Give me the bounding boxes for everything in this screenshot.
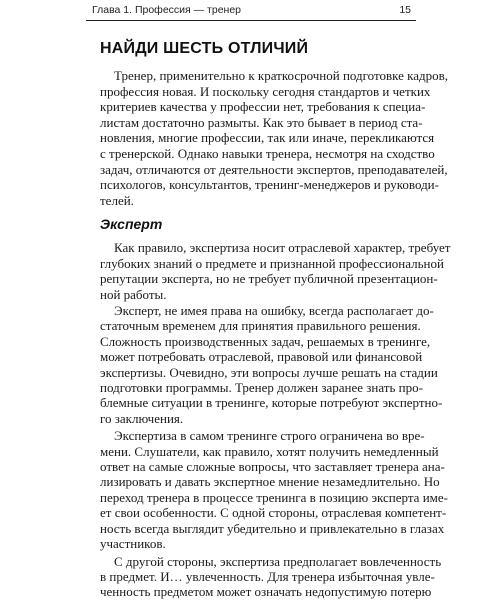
section-title: НАЙДИ ШЕСТЬ ОТЛИЧИЙ [100,40,309,57]
text-line: Эксперт, не имея права на ошибку, всегда располагает до- [114,303,434,318]
paragraph-expertise [100,240,451,302]
text-line: ной работы. [100,286,167,302]
text-line: подготовки программы. Тренер должен заранее знать про- [100,380,423,396]
subsection-title: Эксперт [100,216,163,232]
text-line: экспертизы. Очевидно, эти вопросы лучше решать на стадии [100,364,438,380]
text-line: телей. [100,192,134,208]
text-line: задач, отличаются от деятельности экспертов, преподавателей, [100,161,448,177]
text-line: статочным временем для принятия правильного решения. [100,318,421,334]
text-line: с тренерской. Однако навыки тренера, несмотря на сходство [100,145,435,161]
text-line: Экспертиза в самом тренинге строго ограничена во вре- [114,428,425,444]
text-line: мени. Слушатели, как правило, хотят получить немедленный [100,443,439,459]
text-line: ченность предметом может означать недопустимую потерю [100,584,432,600]
text-line: психологов, консультантов, тренинг-менеджеров и руководи- [100,177,439,193]
text-line: репутации эксперта, но не требует публичной презентацион- [100,271,438,287]
text-line: может потребовать отраслевой, правовой или финансовой [100,349,423,365]
paragraph-training-time [100,428,448,552]
intro-paragraph [100,68,449,208]
text-line: С другой стороны, экспертиза предполагает вовлеченность [114,553,442,569]
paragraph-involvement [100,553,442,600]
text-line: критериев качества у профессии нет, требования к специа- [100,99,426,115]
text-line: переход тренера в процессе тренинга в позицию эксперта име- [100,489,448,505]
text-line: ответ на самые сложные вопросы, что заставляет тренера ана- [100,459,445,475]
text-line: профессия новая. И поскольку сегодня стандартов и четких [100,83,431,99]
chapter-title: Глава 1. Профессия — тренер [92,4,242,16]
text-line: участников. [100,536,166,552]
text-line: го заключения. [100,410,184,426]
header-rule [86,20,416,21]
text-line: глубоких знаний о предмете и признанной профессиональной [100,255,444,271]
paragraph-expert-time [100,303,443,426]
text-line: Сложность производственных задач, решаемых в тренинге, [100,333,431,349]
text-line: листам достаточно размыты. Как это бывает в период ста- [100,114,423,130]
text-line: новления, многие профессии, так или иначе, перекликаются [100,130,435,146]
text-line: ет свои особенности. С одной стороны, отраслевая компетент- [100,505,447,521]
text-line: блемные ситуации в тренинге, которые потребуют экспертно- [100,395,443,411]
text-line: ность всегда выглядит убедительно и привлекательно в глазах [100,520,445,536]
page-number: 15 [399,4,411,16]
text-line: в предмет. И… увлеченность. Для тренера избыточная увле- [100,568,435,584]
running-header [86,0,416,22]
text-line: Как правило, экспертиза носит отраслевой характер, требует [114,240,451,255]
text-line: Тренер, применительно к краткосрочной подготовке кадров, [114,68,449,83]
text-line: лизировать и давать экспертное мнение незамедлительно. Но [100,474,440,490]
